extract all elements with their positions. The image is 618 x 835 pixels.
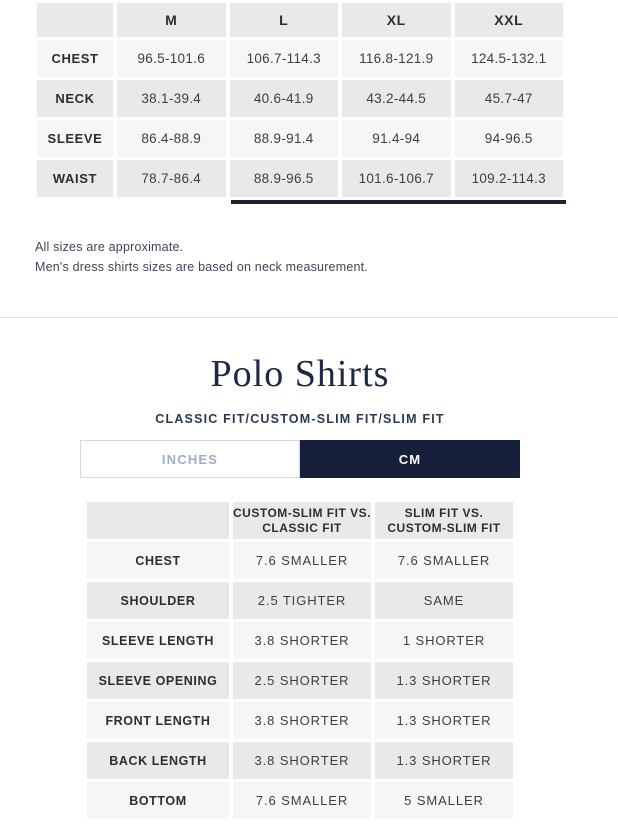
section-subtitle: CLASSIC FIT/CUSTOM-SLIM FIT/SLIM FIT bbox=[155, 412, 445, 426]
fit-value: 1 SHORTER bbox=[375, 622, 513, 659]
unit-toggle bbox=[80, 440, 520, 478]
table-row-waist bbox=[37, 160, 563, 197]
table-row-chest bbox=[87, 542, 513, 579]
fit-value: 5 SMALLER bbox=[375, 782, 513, 819]
row-label: SLEEVE bbox=[37, 120, 113, 157]
section-title: Polo Shirts bbox=[210, 353, 390, 395]
table-row-chest bbox=[37, 40, 563, 77]
row-label: WAIST bbox=[37, 160, 113, 197]
table-row-bottom bbox=[87, 782, 513, 819]
table-row-back-length bbox=[87, 742, 513, 779]
table-scrollbar-thumb[interactable] bbox=[231, 200, 566, 204]
corner-cell bbox=[87, 502, 229, 539]
mens-size-table-container bbox=[33, 0, 567, 204]
note-neck-measurement: Men's dress shirts sizes are based on neck measurement. bbox=[35, 260, 368, 274]
fit-value: 7.6 SMALLER bbox=[233, 782, 371, 819]
row-label: BOTTOM bbox=[87, 782, 229, 819]
measurement-value: 116.8-121.9 bbox=[342, 40, 451, 77]
table-row-neck bbox=[37, 80, 563, 117]
row-label: NECK bbox=[37, 80, 113, 117]
fit-value: SAME bbox=[375, 582, 513, 619]
measurement-value: 45.7-47 bbox=[455, 80, 564, 117]
measurement-value: 101.6-106.7 bbox=[342, 160, 451, 197]
measurement-value: 78.7-86.4 bbox=[117, 160, 226, 197]
measurement-value: 109.2-114.3 bbox=[455, 160, 564, 197]
fit-value: 1.3 SHORTER bbox=[375, 662, 513, 699]
table-row-front-length bbox=[87, 702, 513, 739]
size-header-row bbox=[37, 3, 563, 37]
row-label: CHEST bbox=[87, 542, 229, 579]
row-label: SLEEVE OPENING bbox=[87, 662, 229, 699]
table-row-sleeve-opening bbox=[87, 662, 513, 699]
fit-value: 1.3 SHORTER bbox=[375, 742, 513, 779]
table-row-sleeve-length bbox=[87, 622, 513, 659]
fit-column-header: CUSTOM-SLIM FIT VS. CLASSIC FIT bbox=[233, 502, 371, 539]
measurement-value: 96.5-101.6 bbox=[117, 40, 226, 77]
measurement-value: 124.5-132.1 bbox=[455, 40, 564, 77]
fit-column-header: SLIM FIT VS. CUSTOM-SLIM FIT bbox=[375, 502, 513, 539]
table-row-sleeve bbox=[37, 120, 563, 157]
section-divider bbox=[0, 317, 618, 318]
fit-value: 7.6 SMALLER bbox=[233, 542, 371, 579]
size-column-header: L bbox=[230, 3, 339, 37]
measurement-value: 88.9-96.5 bbox=[230, 160, 339, 197]
fit-value: 2.5 SHORTER bbox=[233, 662, 371, 699]
measurement-value: 40.6-41.9 bbox=[230, 80, 339, 117]
size-column-header: XL bbox=[342, 3, 451, 37]
fit-value: 2.5 TIGHTER bbox=[233, 582, 371, 619]
measurement-value: 91.4-94 bbox=[342, 120, 451, 157]
corner-cell bbox=[37, 3, 113, 37]
polo-fit-table bbox=[83, 499, 517, 822]
row-label: BACK LENGTH bbox=[87, 742, 229, 779]
measurement-value: 94-96.5 bbox=[455, 120, 564, 157]
size-column-header: M bbox=[117, 3, 226, 37]
measurement-value: 86.4-88.9 bbox=[117, 120, 226, 157]
fit-value: 1.3 SHORTER bbox=[375, 702, 513, 739]
fit-value: 7.6 SMALLER bbox=[375, 542, 513, 579]
fit-value: 3.8 SHORTER bbox=[233, 742, 371, 779]
row-label: CHEST bbox=[37, 40, 113, 77]
tab-cm[interactable]: CM bbox=[300, 440, 520, 478]
note-approximate: All sizes are approximate. bbox=[35, 240, 184, 254]
tab-inches[interactable]: INCHES bbox=[80, 440, 300, 478]
row-label: SLEEVE LENGTH bbox=[87, 622, 229, 659]
size-column-header: XXL bbox=[455, 3, 564, 37]
table-row-shoulder bbox=[87, 582, 513, 619]
fit-header-row bbox=[87, 502, 513, 539]
fit-value: 3.8 SHORTER bbox=[233, 702, 371, 739]
measurement-value: 38.1-39.4 bbox=[117, 80, 226, 117]
size-notes bbox=[35, 237, 600, 277]
measurement-value: 43.2-44.5 bbox=[342, 80, 451, 117]
fit-value: 3.8 SHORTER bbox=[233, 622, 371, 659]
measurement-value: 106.7-114.3 bbox=[230, 40, 339, 77]
row-label: FRONT LENGTH bbox=[87, 702, 229, 739]
mens-size-table bbox=[33, 0, 567, 200]
fit-table-container bbox=[83, 499, 517, 822]
measurement-value: 88.9-91.4 bbox=[230, 120, 339, 157]
row-label: SHOULDER bbox=[87, 582, 229, 619]
